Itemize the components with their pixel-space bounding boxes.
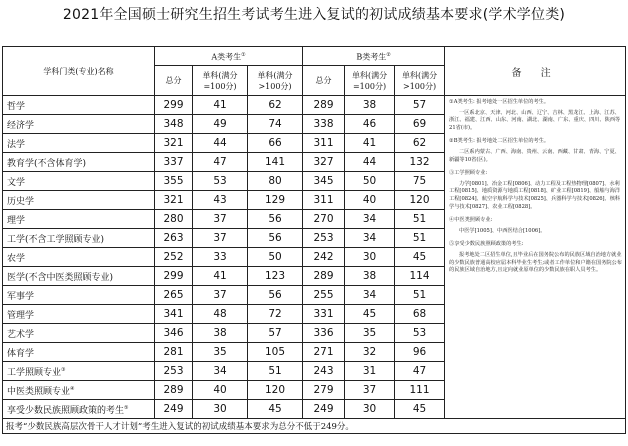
zone-a-total-cell: 253: [155, 362, 193, 381]
zone-b-single100-cell: 50: [345, 172, 395, 191]
zone-b-total-cell: 253: [303, 229, 345, 248]
note-heading: ③工学照顾专业:: [449, 170, 488, 177]
zone-a-total-cell: 337: [155, 153, 193, 172]
subject-column-header: 学科门类(专业)名称: [3, 47, 155, 96]
zone-b-single-over100-cell: 45: [395, 248, 445, 267]
subject-footnote-mark: ⑤: [124, 404, 129, 411]
subject-name: 农学: [7, 253, 26, 264]
footer-note: 报考“少数民族高层次骨干人才计划”考生进入复试的初试成绩基本要求为总分不低于249分。: [3, 419, 626, 434]
note-body: 中医学[1005]、中西医结合[1006]。: [459, 227, 546, 234]
zone-b-single100-cell: 32: [345, 343, 395, 362]
zone-a-single-over100-cell: 80: [248, 172, 303, 191]
zone-b-single100-cell: 30: [345, 248, 395, 267]
zone-a-single100-cell: 48: [193, 305, 248, 324]
subject-name: 艺术学: [7, 329, 35, 340]
note-heading: ②B类考生: 报考地处二区招生单位的考生。: [449, 138, 550, 145]
subject-name: 中医类照顾专业: [7, 386, 71, 397]
zone-a-single-over100-cell: 72: [248, 305, 303, 324]
zone-a-header: [155, 47, 303, 66]
zone-b-single-over100-cell: 75: [395, 172, 445, 191]
subject-name-cell: [3, 305, 155, 324]
notes-cell: [445, 96, 626, 419]
zone-a-total-cell: 341: [155, 305, 193, 324]
zone-a-single-over100-cell: 74: [248, 115, 303, 134]
zone-a-single100-cell: 38: [193, 324, 248, 343]
zone-b-single100-cell: 38: [345, 96, 395, 115]
zone-b-single100-cell: 38: [345, 267, 395, 286]
b-single100-header: 单科(满分=100分): [345, 66, 395, 96]
zone-a-single100-cell: 37: [193, 229, 248, 248]
zone-b-single-over100-cell: 96: [395, 343, 445, 362]
zone-b-single-over100-cell: 111: [395, 381, 445, 400]
zone-a-total-cell: 263: [155, 229, 193, 248]
zone-b-single100-cell: 41: [345, 134, 395, 153]
subject-name-cell: [3, 153, 155, 172]
subject-name-cell: [3, 134, 155, 153]
b-single-over100-header: 单科(满分>100分): [395, 66, 445, 96]
subject-name: 军事学: [7, 291, 35, 302]
zone-b-single-over100-cell: 51: [395, 286, 445, 305]
zone-a-total-cell: 280: [155, 210, 193, 229]
zone-a-mark: ①: [241, 51, 246, 58]
subject-name: 历史学: [7, 196, 35, 207]
subject-name: 经济学: [7, 120, 35, 131]
subject-name: 享受少数民族照顾政策的考生: [7, 405, 125, 416]
zone-a-single-over100-cell: 45: [248, 400, 303, 419]
zone-b-total-cell: 311: [303, 191, 345, 210]
zone-b-total-cell: 289: [303, 96, 345, 115]
zone-a-single100-cell: 30: [193, 400, 248, 419]
zone-b-total-cell: 336: [303, 324, 345, 343]
zone-a-single-over100-cell: 141: [248, 153, 303, 172]
subject-name: 体育学: [7, 348, 35, 359]
note-body: 二区系内蒙古、广西、海南、贵州、云南、西藏、甘肃、青海、宁夏、新疆等10省(区)。: [449, 148, 620, 163]
subject-name: 法学: [7, 139, 26, 150]
zone-b-single100-cell: 34: [345, 229, 395, 248]
zone-a-single100-cell: 41: [193, 96, 248, 115]
zone-a-total-cell: 355: [155, 172, 193, 191]
subject-name-cell: [3, 400, 155, 419]
subject-name-cell: [3, 172, 155, 191]
zone-b-single-over100-cell: 68: [395, 305, 445, 324]
zone-a-single-over100-cell: 123: [248, 267, 303, 286]
zone-b-label: B类考生: [356, 52, 387, 62]
table-row: [3, 96, 626, 115]
a-single-over100-header: 单科(满分>100分): [248, 66, 303, 96]
subject-name: 哲学: [7, 101, 26, 112]
zone-b-single-over100-cell: 45: [395, 400, 445, 419]
subject-name-cell: [3, 229, 155, 248]
zone-a-single-over100-cell: 66: [248, 134, 303, 153]
zone-b-total-cell: 243: [303, 362, 345, 381]
zone-a-single-over100-cell: 51: [248, 362, 303, 381]
subject-name: 医学(不含中医类照顾专业): [7, 272, 114, 283]
note-body: 力学[0801]、冶金工程[0806]、动力工程及工程热物理[0807]、水利工程[0815]、地质资源与地质工程[0818]、矿业工程[0819]、船舶与海洋工程[0824]、航空宇航科学与技术[0825]、兵器科学与技术[0826]、核科学与技术[0827]、农业工程[0828]。: [449, 180, 621, 210]
zone-a-single100-cell: 41: [193, 267, 248, 286]
zone-b-total-cell: 345: [303, 172, 345, 191]
zone-a-single-over100-cell: 56: [248, 210, 303, 229]
zone-a-single-over100-cell: 105: [248, 343, 303, 362]
zone-b-total-cell: 255: [303, 286, 345, 305]
zone-b-total-cell: 311: [303, 134, 345, 153]
zone-b-single-over100-cell: 114: [395, 267, 445, 286]
zone-b-single-over100-cell: 62: [395, 134, 445, 153]
note-heading: ④中医类照顾专业:: [449, 217, 493, 224]
zone-a-total-cell: 321: [155, 191, 193, 210]
zone-b-single-over100-cell: 51: [395, 229, 445, 248]
footer-row: [3, 419, 626, 434]
zone-a-single-over100-cell: 120: [248, 381, 303, 400]
zone-b-total-cell: 270: [303, 210, 345, 229]
zone-a-total-cell: 299: [155, 267, 193, 286]
zone-b-single100-cell: 37: [345, 381, 395, 400]
zone-b-single-over100-cell: 57: [395, 96, 445, 115]
zone-a-total-cell: 346: [155, 324, 193, 343]
zone-a-single100-cell: 37: [193, 286, 248, 305]
a-single100-header: 单科(满分=100分): [193, 66, 248, 96]
zone-a-single100-cell: 47: [193, 153, 248, 172]
subject-name-cell: [3, 343, 155, 362]
zone-a-total-cell: 299: [155, 96, 193, 115]
zone-b-total-cell: 331: [303, 305, 345, 324]
zone-b-total-cell: 249: [303, 400, 345, 419]
zone-b-total-cell: 271: [303, 343, 345, 362]
zone-b-total-cell: 279: [303, 381, 345, 400]
zone-a-total-cell: 252: [155, 248, 193, 267]
zone-a-single100-cell: 37: [193, 210, 248, 229]
subject-name-cell: [3, 324, 155, 343]
zone-b-single-over100-cell: 132: [395, 153, 445, 172]
a-total-header: 总分: [155, 66, 193, 96]
zone-a-single100-cell: 35: [193, 343, 248, 362]
score-table: [2, 46, 626, 434]
zone-b-total-cell: 327: [303, 153, 345, 172]
subject-name: 工学(不含工学照顾专业): [7, 234, 105, 245]
subject-name-cell: [3, 381, 155, 400]
note-body: 一区系北京、天津、河北、山西、辽宁、吉林、黑龙江、上海、江苏、浙江、福建、江西、山东、河南、湖北、湖南、广东、重庆、四川、陕西等21省(市)。: [449, 109, 621, 131]
subject-name-cell: [3, 210, 155, 229]
zone-b-header: [303, 47, 445, 66]
zone-b-total-cell: 338: [303, 115, 345, 134]
zone-b-single100-cell: 35: [345, 324, 395, 343]
zone-b-single-over100-cell: 47: [395, 362, 445, 381]
zone-b-single-over100-cell: 120: [395, 191, 445, 210]
zone-b-single100-cell: 40: [345, 191, 395, 210]
zone-a-single100-cell: 44: [193, 134, 248, 153]
zone-a-single100-cell: 34: [193, 362, 248, 381]
zone-a-total-cell: 249: [155, 400, 193, 419]
zone-a-single100-cell: 49: [193, 115, 248, 134]
subject-footnote-mark: ④: [70, 385, 75, 392]
subject-name: 教育学(不含体育学): [7, 158, 87, 169]
zone-a-total-cell: 348: [155, 115, 193, 134]
subject-name-cell: [3, 115, 155, 134]
subject-name-cell: [3, 286, 155, 305]
subject-name: 管理学: [7, 310, 35, 321]
zone-a-single-over100-cell: 129: [248, 191, 303, 210]
subject-name-cell: [3, 267, 155, 286]
zone-a-single100-cell: 40: [193, 381, 248, 400]
subject-name-cell: [3, 191, 155, 210]
subject-footnote-mark: ③: [61, 366, 66, 373]
subject-name-cell: [3, 96, 155, 115]
zone-b-single100-cell: 45: [345, 305, 395, 324]
subject-name-cell: [3, 362, 155, 381]
zone-a-single-over100-cell: 56: [248, 229, 303, 248]
b-total-header: 总分: [303, 66, 345, 96]
zone-b-total-cell: 242: [303, 248, 345, 267]
zone-a-total-cell: 281: [155, 343, 193, 362]
zone-b-single100-cell: 34: [345, 210, 395, 229]
zone-a-single100-cell: 43: [193, 191, 248, 210]
zone-b-mark: ②: [386, 51, 391, 58]
zone-b-total-cell: 289: [303, 267, 345, 286]
subject-name: 理学: [7, 215, 26, 226]
zone-a-single100-cell: 33: [193, 248, 248, 267]
zone-b-single-over100-cell: 53: [395, 324, 445, 343]
zone-a-single-over100-cell: 62: [248, 96, 303, 115]
zone-a-total-cell: 321: [155, 134, 193, 153]
zone-a-single100-cell: 53: [193, 172, 248, 191]
zone-b-single-over100-cell: 69: [395, 115, 445, 134]
note-heading: ①A类考生: 报考地处一区招生单位的考生。: [449, 99, 550, 105]
zone-b-single100-cell: 44: [345, 153, 395, 172]
subject-name-cell: [3, 248, 155, 267]
zone-b-single100-cell: 34: [345, 286, 395, 305]
note-body: 报考地处二区招生单位,且毕业后在国务院公布的民族区域自治地方就业的少数民族普通高校应届本科毕业生考生;或者工作单位和户籍在国务院公布的民族区域自治地方,且定向就业原单位的少数民族在职人员考生。: [449, 251, 622, 274]
notes-header: 备 注: [445, 47, 626, 96]
zone-a-single-over100-cell: 57: [248, 324, 303, 343]
subject-name: 文学: [7, 177, 26, 188]
note-heading: ⑤享受少数民族照顾政策的考生:: [449, 241, 524, 248]
zone-b-single-over100-cell: 51: [395, 210, 445, 229]
zone-a-total-cell: 289: [155, 381, 193, 400]
zone-b-single100-cell: 46: [345, 115, 395, 134]
page-title: 2021年全国硕士研究生招生考试考生进入复试的初试成绩基本要求(学术学位类): [62, 7, 566, 23]
zone-a-single-over100-cell: 56: [248, 286, 303, 305]
subject-name: 工学照顾专业: [7, 367, 62, 378]
zone-b-single100-cell: 31: [345, 362, 395, 381]
zone-a-single-over100-cell: 50: [248, 248, 303, 267]
zone-b-single100-cell: 30: [345, 400, 395, 419]
zone-a-label: A类考生: [211, 52, 242, 62]
zone-a-total-cell: 265: [155, 286, 193, 305]
